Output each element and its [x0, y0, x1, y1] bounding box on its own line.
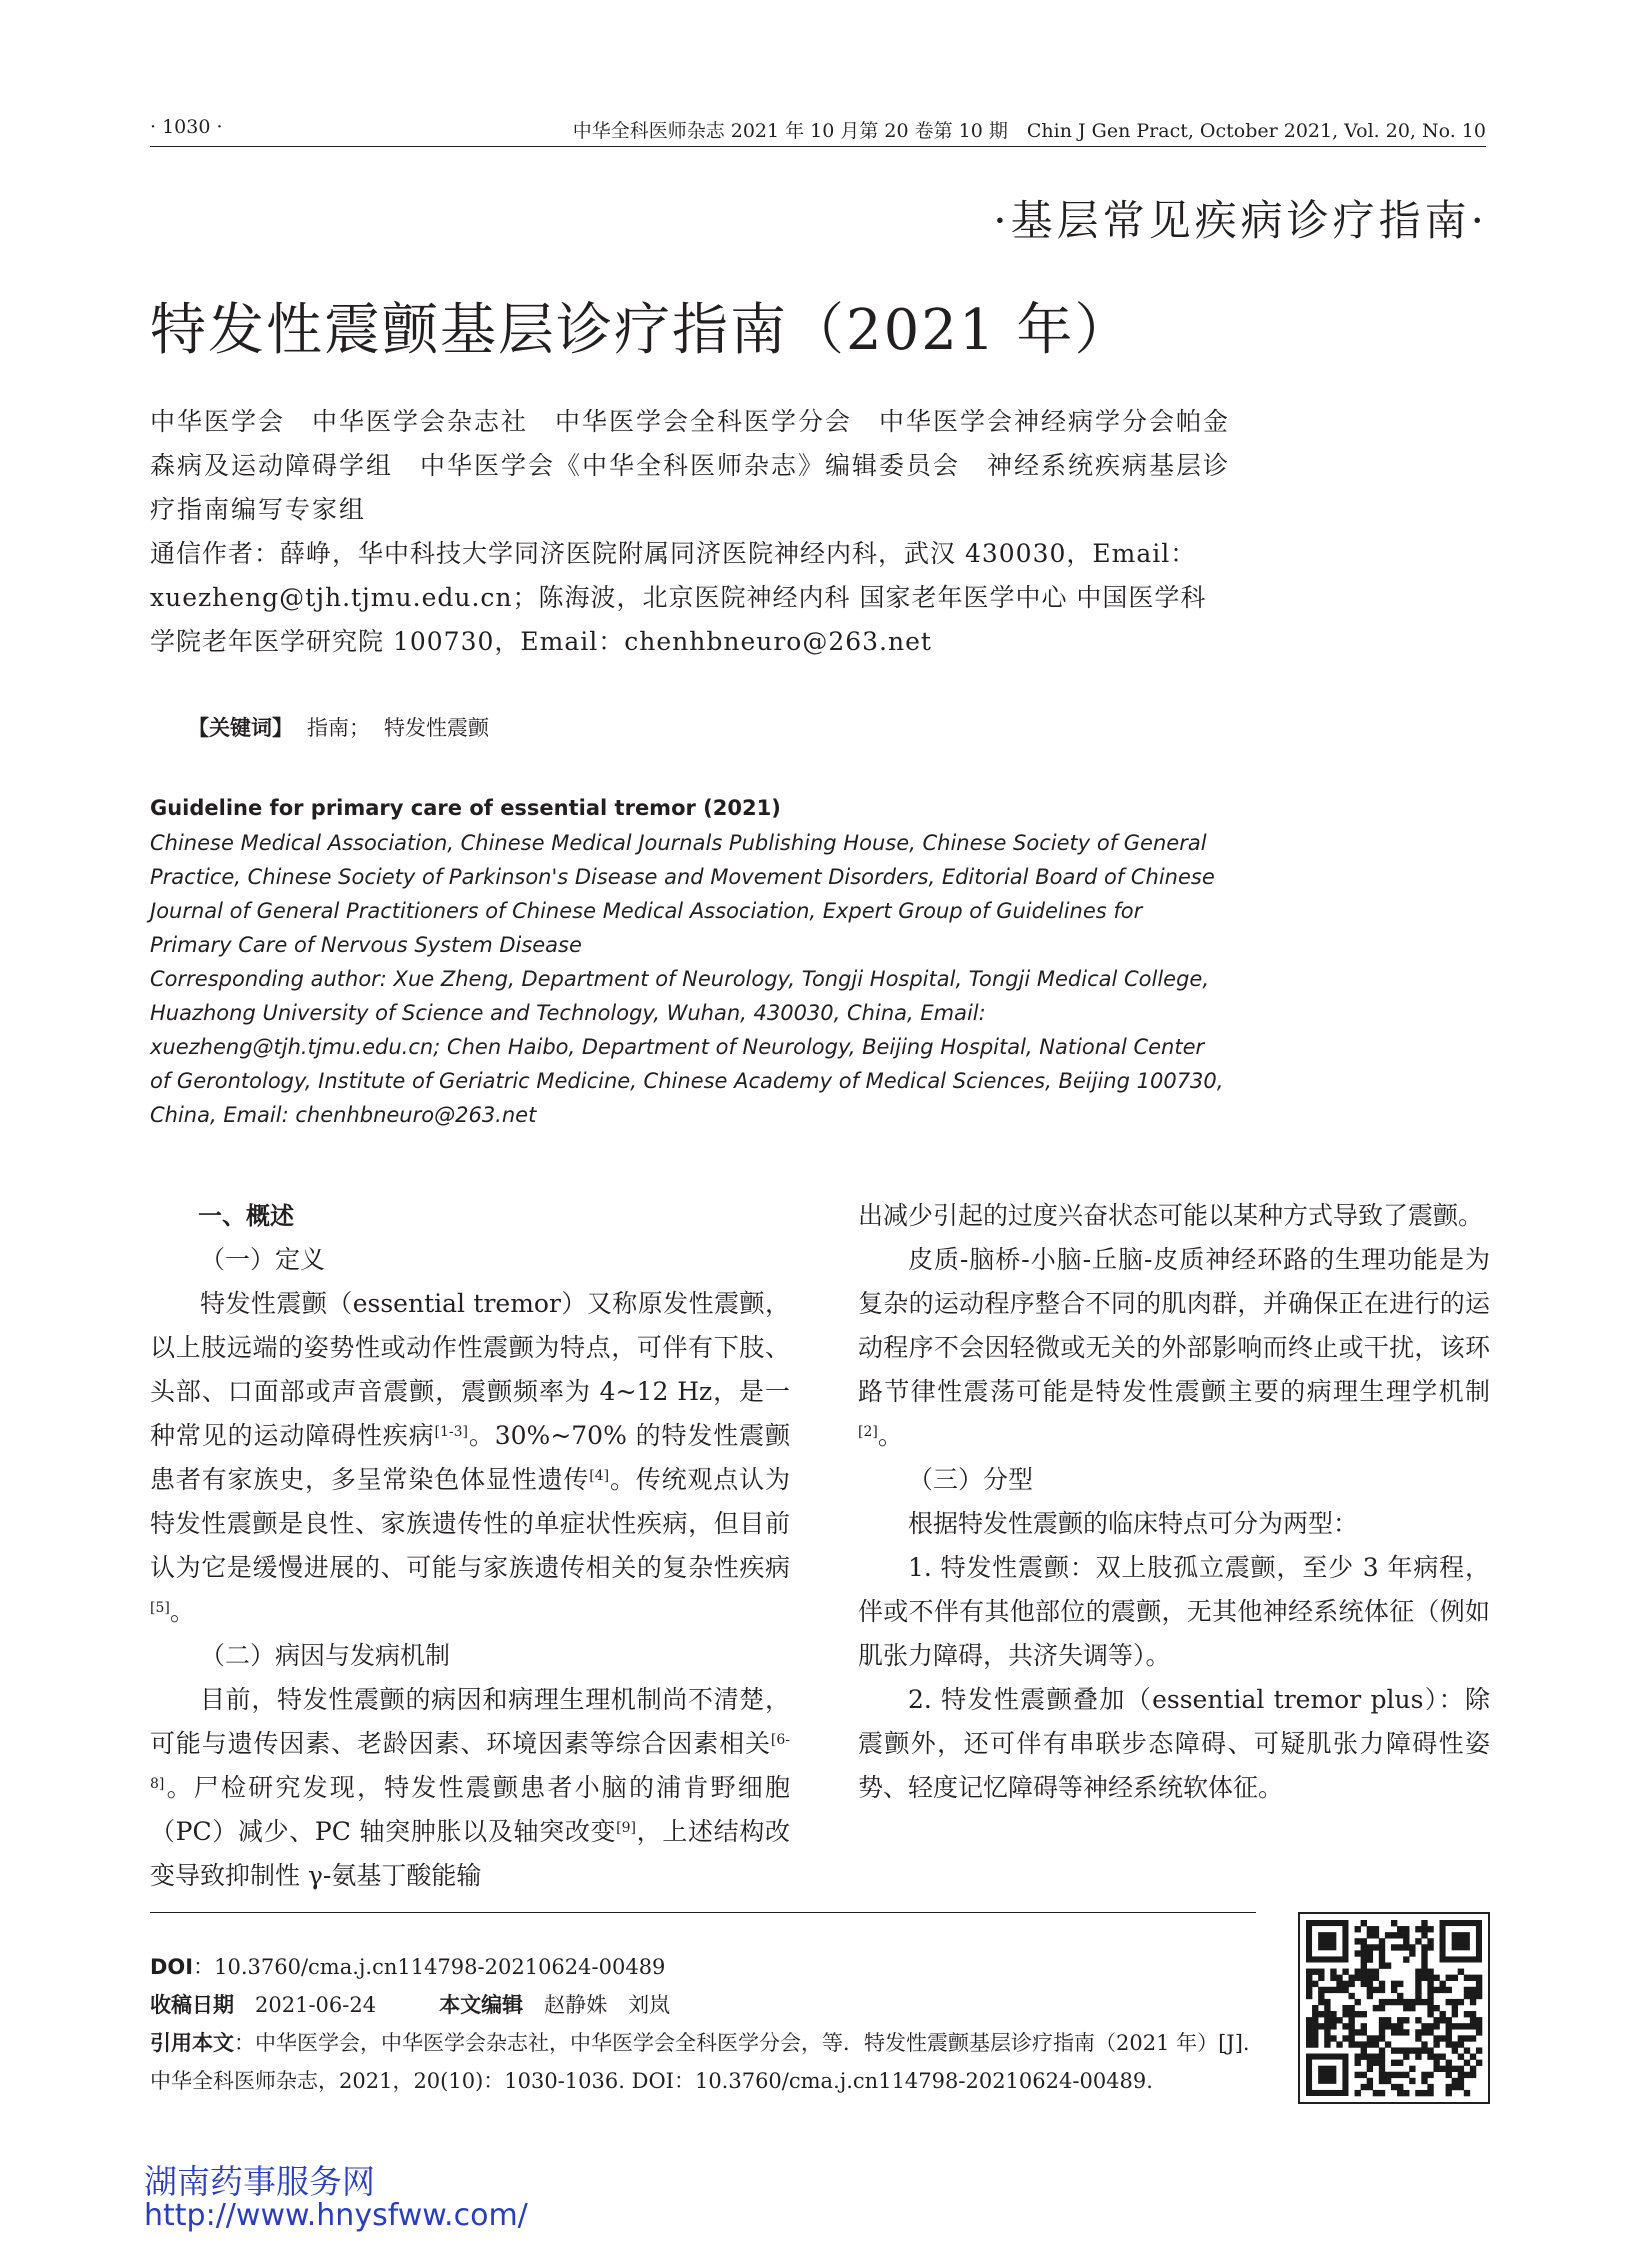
keywords: [188, 712, 489, 742]
body-column-right: [858, 1194, 1490, 1810]
english-correspondence: Corresponding author: Xue Zheng, Department of Neurology, Tongji Hospital, Tongji Medical College, Huazhong University of Science and Technology, Wuhan, 430030, China, Email: xuezheng@tjh.tjmu.edu.cn; Chen Haibo, Department of Neurology, Beijing Hospital, National Center of Gerontology, Institute of Geriatric Medicine, Chinese Academy of Medical Sciences, Beijing 100730, China, Email: chenhbneuro@263.net: [150, 967, 1224, 1127]
keyword: 特发性震颤: [384, 716, 489, 740]
paragraph-type-1: 1. 特发性震颤：双上肢孤立震颤，至少 3 年病程，伴或不伴有其他部位的震颤，无其他神经系统体征（例如肌张力障碍，共济失调等）。: [858, 1553, 1490, 1670]
qr-code-icon: [1300, 1914, 1488, 2102]
subsection-heading: （一）定义: [200, 1245, 326, 1274]
paragraph-cause: 目前，特发性震颤的病因和病理生理机制尚不清楚，可能与遗传因素、老龄因素、环境因素等综合因素相关[6-8]。尸检研究发现，特发性震颤患者小脑的浦肯野细胞（PC）减少、PC 轴突肿胀以及轴突改变[9]，上述结构改变导致抑制性 γ-氨基丁酸能输: [150, 1685, 790, 1890]
doi-line[interactable]: DOI：10.3760/cma.j.cn114798-20210624-00489: [150, 1955, 666, 1979]
section-heading: 一、概述: [198, 1202, 294, 1230]
body-column-left: [150, 1194, 790, 1898]
citation[interactable]: [9]: [616, 1820, 636, 1836]
watermark-site-name: 湖南药事服务网: [144, 2162, 375, 2201]
column-title: ·基层常见疾病诊疗指南·: [993, 196, 1488, 245]
received-line: 收稿日期 2021-06-24 本文编辑 赵静姝 刘岚: [150, 1993, 671, 2017]
header-rule: [150, 146, 1486, 147]
paragraph-type-2: 2. 特发性震颤叠加（essential tremor plus）：除震颤外，还可伴有串联步态障碍、可疑肌张力障碍性姿势、轻度记忆障碍等神经系统软体征。: [858, 1685, 1490, 1802]
keyword-separator: ；: [349, 716, 370, 740]
paragraph-definition: 特发性震颤（essential tremor）又称原发性震颤，以上肢远端的姿势性或动作性震颤为特点，可伴有下肢、头部、口面部或声音震颤，震颤频率为 4~12 Hz，是一种常见的运动障碍性疾病[1-3]。30%~70% 的特发性震颤患者有家族史，多呈常染色体显性遗传[4]。传统观点认为特发性震颤是良性、家族遗传性的单症状性疾病，但目前认为它是缓慢进展的、可能与家族遗传相关的复杂性疾病[5]。: [150, 1289, 790, 1626]
author-list: 中华医学会 中华医学会杂志社 中华医学会全科医学分会 中华医学会神经病学分会帕金森病及运动障碍学组 中华医学会《中华全科医师杂志》编辑委员会 神经系统疾病基层诊疗指南编写专家组: [150, 407, 1231, 524]
citation[interactable]: [5]: [150, 1600, 170, 1616]
page-number: · 1030 ·: [150, 116, 223, 138]
citation[interactable]: [4]: [589, 1468, 610, 1484]
english-title: Guideline for primary care of essential tremor (2021): [150, 796, 781, 820]
citation-line: 引用本文：中华医学会，中华医学会杂志社，中华医学会全科医学分会，等．特发性震颤基层诊疗指南（2021 年）[J]. 中华全科医师杂志，2021，20(10)：1030-1036. DOI：10.3760/cma.j.cn114798-20210624-00489.: [150, 2031, 1250, 2093]
paragraph-types-intro: 根据特发性震颤的临床特点可分为两型：: [908, 1509, 1359, 1538]
english-authors: Chinese Medical Association, Chinese Medical Journals Publishing House, Chinese Society of General Practice, Chinese Society of Parkinson's Disease and Movement Disorders, Editorial Board of Chinese Journal of General Practitioners of Chinese Medical Association, Expert Group of Guidelines for Primary Care of Nervous System Disease: [150, 831, 1215, 957]
subsection-heading: （二）病因与发病机制: [200, 1641, 451, 1670]
paragraph-circuit: 皮质-脑桥-小脑-丘脑-皮质神经环路的生理功能是为复杂的运动程序整合不同的肌肉群，并确保正在进行的运动程序不会因轻微或无关的外部影响而终止或干扰，该环路节律性震荡可能是特发性震颤主要的病理生理学机制[2]。: [858, 1245, 1490, 1450]
footnote-rule: [150, 1912, 1256, 1913]
citation[interactable]: [2]: [858, 1424, 878, 1440]
watermark-url[interactable]: http://www.hnysfww.com/: [144, 2198, 528, 2233]
qr-code[interactable]: [1298, 1912, 1490, 2104]
paragraph-continued: 出减少引起的过度兴奋状态可能以某种方式导致了震颤。: [858, 1201, 1484, 1230]
citation[interactable]: [1-3]: [434, 1424, 469, 1440]
keyword: 指南: [307, 716, 349, 740]
keywords-label: 【关键词】: [188, 716, 293, 740]
subsection-heading: （三）分型: [908, 1465, 1034, 1494]
journal-running-header: 中华全科医师杂志 2021 年 10 月第 20 卷第 10 期 Chin J Gen Pract, October 2021, Vol. 20, No. 10: [572, 120, 1486, 142]
citation[interactable]: [6-8]: [150, 1732, 790, 1792]
article-title: 特发性震颤基层诊疗指南（2021 年）: [150, 298, 1133, 363]
correspondence: 通信作者：薛峥，华中科技大学同济医院附属同济医院神经内科，武汉 430030，Email：xuezheng@tjh.tjmu.edu.cn；陈海波，北京医院神经内科 国家老年医学中心 中国医学科学院老年医学研究院 100730，Email：chenhbneuro@263.net: [150, 539, 1207, 656]
